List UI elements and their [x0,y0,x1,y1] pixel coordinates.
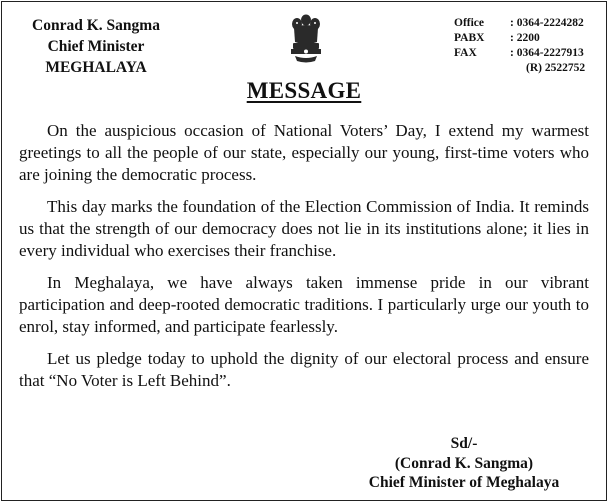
contact-value: : 0364-2224282 [510,17,584,29]
message-paragraph: On the auspicious occasion of National Voters’ Day, I extend my warmest greetings to all the people of our state, especially our young, first-time voters who are joining the democratic process. [19,121,589,184]
signature-block [354,434,574,493]
contact-label [454,61,510,76]
contact-label: Office [454,17,485,29]
contact-value: : 2200 [510,32,540,44]
message-body [19,120,589,402]
sender-designation: Chief Minister [47,38,145,55]
contact-residence [454,61,585,76]
message-paragraph: This day marks the foundation of the Election Commission of India. It reminds us that the strength of our democracy does not lie in its institutions alone; it lies in every individual who exercises their franchise. [19,197,589,260]
contact-office [454,16,585,31]
message-paragraph: Let us pledge today to uphold the dignity of our electoral process and ensure that “No Voter is Left Behind”. [19,349,589,390]
message-title-block [2,78,606,104]
contact-value: (R) 2522752 [526,62,586,74]
state-emblem-icon [286,12,326,68]
contact-pabx [454,31,585,46]
contact-label: PABX [454,32,485,44]
signature-sd: Sd/- [450,435,478,452]
signature-designation: Chief Minister of Meghalaya [368,474,560,491]
sender-state: MEGHALAYA [45,59,147,76]
sender-block [16,15,176,78]
message-paragraph: In Meghalaya, we have always taken immense pride in our vibrant participation and deep-rooted democratic traditions. I particularly urge our youth to enrol, stay informed, and participate fearlessly. [19,273,589,336]
signature-name: (Conrad K. Sangma) [394,454,534,472]
message-title: MESSAGE [246,78,362,103]
contact-block [454,16,585,76]
message-document [1,1,607,501]
sender-name: Conrad K. Sangma [32,17,160,34]
contact-value: : 0364-2227913 [510,47,584,59]
contact-label: FAX [454,47,477,59]
contact-fax [454,46,585,61]
